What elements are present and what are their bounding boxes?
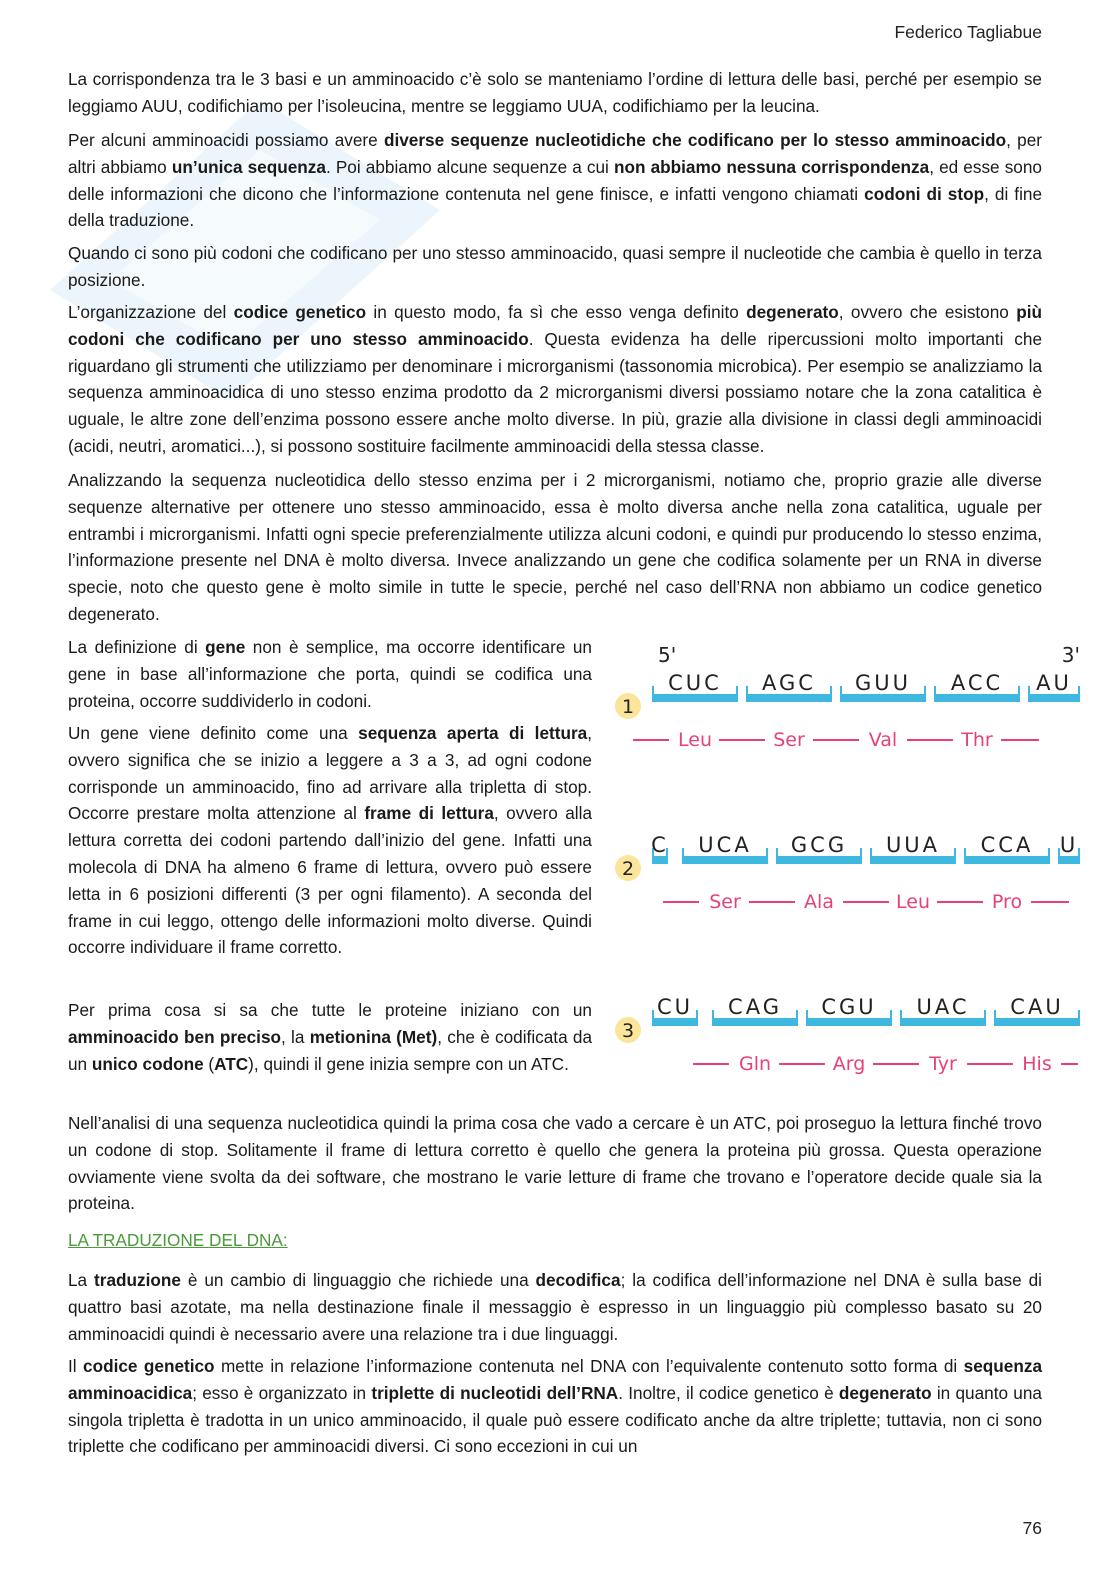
codon-label: CUC [668, 671, 722, 695]
amino-acid-label: Pro [991, 891, 1023, 913]
codon-bar-tick [870, 848, 872, 856]
codon-bar [806, 1018, 892, 1026]
bold-term: frame di lettura [364, 803, 494, 824]
bold-term: gene [205, 637, 246, 657]
codon-bar [900, 1018, 986, 1026]
amino-acid-label: Ser [709, 891, 741, 913]
page-number: 76 [1022, 1518, 1042, 1538]
bold-term: un’unica sequenza [171, 156, 326, 177]
amino-acid-label: Gln [738, 1053, 772, 1075]
partial-codon-label: CU [656, 995, 694, 1019]
codon-bar-tick [1078, 848, 1080, 856]
bold-term: metionina (Met) [309, 1026, 438, 1047]
codon-bar [994, 1018, 1080, 1026]
codon-label: UUA [885, 833, 941, 857]
frame-number: 3 [621, 1020, 635, 1042]
paragraph: Analizzando la sequenza nucleotidica dello stesso enzima per i 2 microrganismi, notiamo che, proprio grazie alle diverse sequenze alternative per ottenere uno stesso amminoacido, essa è molto diversa anche nella zona catalitica, uguale per entrambi i microrganismi. Infatti ogni specie preferenzialmente utilizza alcuni codoni, e quindi pur producendo lo stesso enzima, l’informazione presente nel DNA è molto diversa. Invece analizzando un gene che codifica solamente per un RNA in diverse specie, noto che questo gene è molto simile in tutte le specie, perché nel caso dell’RNA non abbiamo un codice genetico degenerato. [68, 470, 1042, 624]
paragraph: La traduzione è un cambio di linguaggio che richiede una decodifica; la codifica dell’informazione nel DNA è sulla base di quattro basi azotate, ma nella destinazione finale il messaggio è espresso in un linguaggio più complesso basato su 20 amminoacidi quindi è necessario avere una relazione tra i due linguaggi. [68, 1270, 1042, 1344]
codon-bar-tick [712, 1010, 714, 1018]
bold-term: codice genetico [233, 302, 367, 322]
codon-label: ACC [950, 671, 1004, 695]
partial-codon-bar [652, 856, 668, 864]
codon-bar-tick [746, 686, 748, 694]
codon-bar [652, 694, 738, 702]
codon-label: GCG [790, 833, 848, 857]
codon-bar [746, 694, 832, 702]
codon-bar-tick [1078, 686, 1080, 694]
amino-acid-label: Arg [832, 1053, 866, 1075]
codon-bar-tick [682, 848, 684, 856]
partial-codon-bar [1028, 694, 1080, 702]
header-author: Federico Tagliabue [894, 22, 1042, 42]
codon-bar-tick [924, 686, 926, 694]
codon-bar-tick [652, 1010, 654, 1018]
codon-bar-tick [934, 686, 936, 694]
bold-term: non abbiamo nessuna corrispondenza [613, 156, 930, 177]
codon-bar [776, 856, 862, 864]
bold-term: sequenza aperta di lettura [358, 723, 588, 743]
codon-bar-tick [830, 686, 832, 694]
bold-term: codoni di stop [864, 183, 985, 204]
codon-bar-tick [806, 1010, 808, 1018]
codon-bar-tick [766, 848, 768, 856]
paragraph: Per alcuni amminoacidi possiamo avere diverse sequenze nucleotidiche che codificano per lo stesso amminoacido, per altri abbiamo un’unica sequenza. Poi abbiamo alcune sequenze a cui non abbiamo nessuna corrispondenza, ed esse sono delle informazioni che dicono che l’informazione contenuta nel gene finisce, e infatti vengono chiamati codoni di stop, di fine della traduzione. [68, 130, 1043, 231]
codon-bar [964, 856, 1050, 864]
bold-term: più codoni che codificano per uno stesso amminoacido [68, 302, 1042, 349]
bold-term: traduzione [94, 1270, 181, 1290]
bold-term: codice genetico [83, 1356, 215, 1376]
amino-acid-label: Ala [804, 891, 834, 913]
codon-bar-tick [776, 848, 778, 856]
paragraph: Per prima cosa si sa che tutte le proteine iniziano con un amminoacido ben preciso, la metionina (Met), che è codificata da un unico codone (ATC), quindi il gene inizia sempre con un ATC. [68, 1000, 593, 1074]
codon-bar-tick [1028, 686, 1030, 694]
bold-term: unico codone [91, 1053, 204, 1074]
bold-term: diverse sequenze nucleotidiche che codificano per lo stesso amminoacido [383, 130, 1007, 150]
five-prime-label: 5' [658, 643, 677, 667]
amino-acid-label: Thr [961, 729, 993, 751]
codon-bar-tick [1078, 1010, 1080, 1018]
codon-bar-tick [1048, 848, 1050, 856]
section-title: LA TRADUZIONE DEL DNA: [68, 1230, 288, 1250]
codon-bar [934, 694, 1020, 702]
paragraph: La definizione di gene non è semplice, ma occorre identificare un gene in base all’informazione che porta, quindi se codifica una proteina, occorre suddividerlo in codoni. [68, 637, 592, 711]
bold-term: triplette di nucleotidi dell’RNA [371, 1382, 619, 1403]
codon-bar [682, 856, 768, 864]
paragraph: Un gene viene definito come una sequenza aperta di lettura, ovvero significa che se inizio a leggere a 3 a 3, ad ogni codone corrisponde un amminoacido, fino ad arrivare alla tripletta di stop. Occorre prestare molta attenzione al frame di lettura, ovvero alla lettura corretta dei codoni partendo dall’inizio del gene. Infatti una molecola di DNA ha almeno 6 frame di lettura, ovvero può essere letta in 6 posizioni differenti (3 per ogni filamento). A seconda del frame in cui leggo, ottengo delle informazioni molto diverse. Quindi occorre individuare il frame corretto. [68, 723, 593, 958]
bold-term: ATC [214, 1053, 249, 1074]
partial-codon-label: U [1059, 833, 1079, 857]
codon-label: CCA [980, 833, 1034, 857]
codon-bar [870, 856, 956, 864]
three-prime-label: 3' [1061, 643, 1080, 667]
paragraph: L’organizzazione del codice genetico in questo modo, fa sì che esso venga definito degenerato, ovvero che esistono più codoni che codificano per uno stesso amminoacido. Questa evidenza ha delle ripercussioni molto importanti che riguardano gli strumenti che utilizziamo per denominare i microrganismi (tassonomia microbica). Per esempio se analizziamo la sequenza amminoacidica di uno stesso enzima prodotto da 2 microrganismi diversi possiamo notare che la zona catalitica è uguale, le altre zone dell’enzima possono essere anche molto diverse. In più, grazie alla divisione in classi degli amminoacidi (acidi, neutri, aromatici...), si possono sostituire facilmente amminoacidi della stessa classe. [68, 302, 1043, 456]
partial-codon-bar [1058, 856, 1080, 864]
reading-frames-figure [612, 636, 1092, 1086]
amino-acid-label: Tyr [929, 1053, 957, 1075]
codon-label: UCA [698, 833, 752, 857]
partial-codon-bar [652, 1018, 698, 1026]
partial-codon-label: AU [1036, 671, 1072, 695]
paragraph: Il codice genetico mette in relazione l’informazione contenuta nel DNA con l’equivalente contenuto sotto forma di sequenza amminoacidica; esso è organizzato in triplette di nucleotidi dell’RNA. Inoltre, il codice genetico è degenerato in quanto una singola tripletta è tradotta in un unico amminoacido, il quale può essere codificato anche da altre triplette; tuttavia, non ci sono triplette che codificano per amminoacidi diversi. Ci sono eccezioni in cui un [68, 1356, 1042, 1457]
codon-label: UAC [916, 995, 970, 1019]
codon-bar-tick [840, 686, 842, 694]
bold-term: amminoacido ben preciso [68, 1026, 282, 1047]
codon-bar-tick [900, 1010, 902, 1018]
codon-bar-tick [954, 848, 956, 856]
codon-bar-tick [860, 848, 862, 856]
codon-label: CGU [821, 995, 877, 1019]
codon-bar-tick [890, 1010, 892, 1018]
reading-frames-diagram [612, 636, 1092, 1086]
amino-acid-label: Leu [896, 891, 930, 913]
codon-bar-tick [736, 686, 738, 694]
amino-acid-label: Ser [773, 729, 805, 751]
codon-bar [840, 694, 926, 702]
codon-bar-tick [796, 1010, 798, 1018]
amino-acid-label: His [1022, 1053, 1052, 1075]
codon-label: GUU [854, 671, 912, 695]
codon-label: CAU [1010, 995, 1064, 1019]
codon-label: CAG [728, 995, 782, 1019]
codon-bar-tick [964, 848, 966, 856]
bold-term: degenerato [838, 1382, 932, 1403]
frame-number: 1 [621, 696, 635, 718]
codon-bar [712, 1018, 798, 1026]
bold-term: sequenza amminoacidica [68, 1356, 1042, 1403]
paragraph: La corrispondenza tra le 3 basi e un amminoacido c’è solo se manteniamo l’ordine di lettura delle basi, perché per esempio se leggiamo AUU, codifichiamo per l’isoleucina, mentre se leggiamo UUA, codifichiamo per la leucina. [68, 69, 1042, 116]
paragraph: Nell’analisi di una sequenza nucleotidica quindi la prima cosa che vado a cercare è un ATC, poi proseguo la lettura finché trovo un codone di stop. Solitamente il frame di lettura corretto è quello che genera la proteina più grossa. Questa operazione ovviamente viene svolta da dei software, che mostrano le varie letture di frame che trovano e l’operatore decide quale sia la proteina. [68, 1113, 1042, 1214]
bold-term: decodifica [535, 1270, 621, 1290]
codon-bar-tick [1018, 686, 1020, 694]
frame-number: 2 [621, 858, 635, 880]
bold-term: degenerato [746, 302, 839, 322]
codon-bar-tick [696, 1010, 698, 1018]
amino-acid-label: Val [868, 729, 898, 751]
amino-acid-label: Leu [678, 729, 712, 751]
codon-label: AGC [762, 671, 816, 695]
codon-bar-tick [652, 686, 654, 694]
partial-codon-label: C [651, 833, 669, 857]
codon-bar-tick [994, 1010, 996, 1018]
paragraph: Quando ci sono più codoni che codificano per uno stesso amminoacido, quasi sempre il nucleotide che cambia è quello in terza posizione. [68, 243, 1042, 290]
codon-bar-tick [984, 1010, 986, 1018]
